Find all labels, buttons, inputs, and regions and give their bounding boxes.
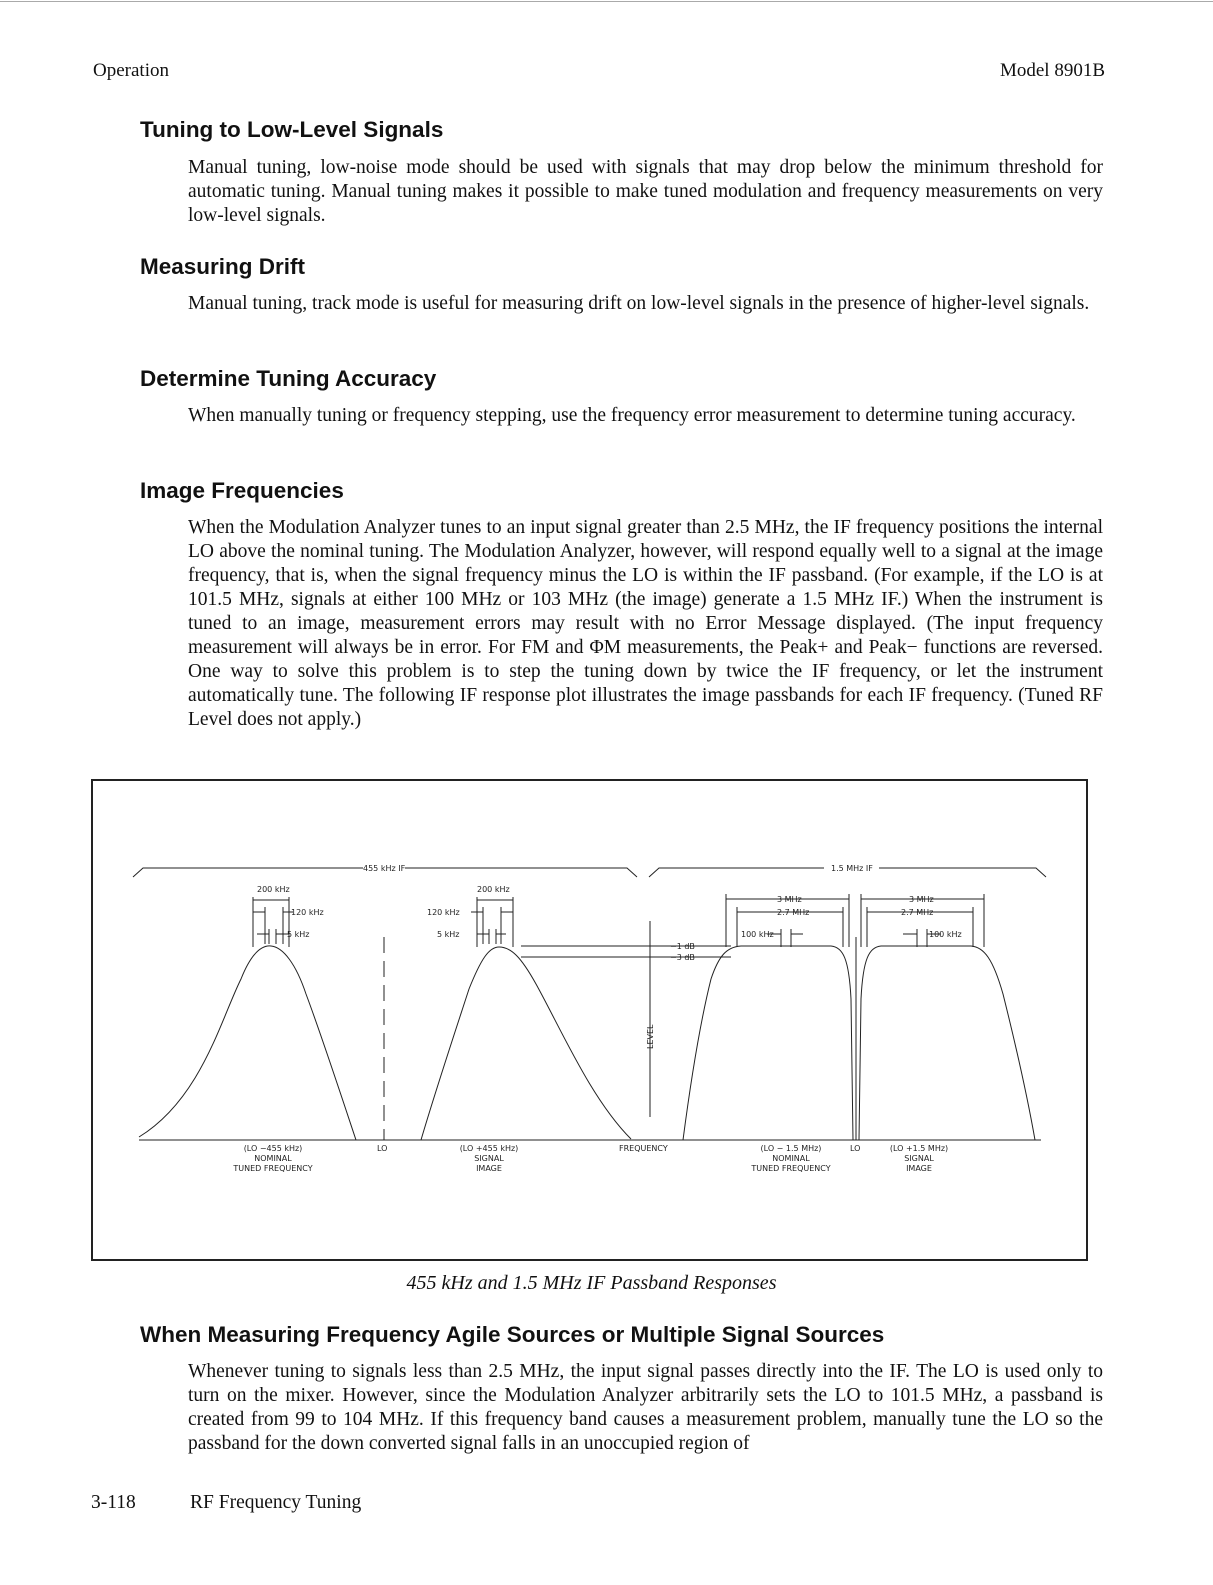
heading-tuning-accuracy: Determine Tuning Accuracy — [140, 366, 437, 391]
paragraph-frequency-agile: Whenever tuning to signals less than 2.5 MHz, the input signal passes directly into the IF. The LO is used only to turn on the mixer. However, since the Modulation Analyzer arbitrarily sets the LO to 101.5 MHz, a passband is created from 99 to 104 MHz. If this frequency band causes a measurement problem, manually tune the LO so the passband for the down converted signal falls in an unoccupied region of — [188, 1361, 1103, 1454]
bracket-455-left — [133, 868, 363, 877]
passband-15-image — [859, 946, 1035, 1140]
label-120khz-b: 120 kHz — [427, 908, 460, 917]
if-passband-figure — [91, 779, 1088, 1261]
paragraph-image-frequencies: When the Modulation Analyzer tunes to an input signal greater than 2.5 MHz, the IF frequency positions the internal LO above the nominal tuning. The Modulation Analyzer, however, will respond equally well to a signal at the image frequency, that is, when the signal frequency minus the LO is within the IF passband. (For example, if the LO is at 101.5 MHz, signals at either 100 MHz or 103 MHz (the image) generate a 1.5 MHz IF.) When the instrument is tuned to an image, measurement errors may result with no Error Message displayed. (The input frequency measurement will always be in error. For FM and ΦM measurements, the Peak+ and Peak− functions are reversed. One way to solve this problem is to step the tuning down by twice the IF frequency, or let the instrument automatically tune. The following IF response plot illustrates the image passbands for each IF frequency. (Tuned RF Level does not apply.) — [188, 517, 1103, 730]
label-frequency-axis: FREQUENCY — [619, 1144, 668, 1153]
heading-image-frequencies: Image Frequencies — [140, 478, 344, 503]
passband-455-nominal — [139, 946, 356, 1140]
label-3mhz-b: 3 MHz — [909, 895, 934, 904]
running-header-right: Model 8901B — [999, 60, 1105, 81]
label-bottom-3b: NOMINAL — [772, 1154, 810, 1163]
heading-measuring-drift: Measuring Drift — [140, 254, 306, 279]
passband-15-nominal — [683, 946, 853, 1140]
label-bottom-4c: IMAGE — [906, 1164, 932, 1173]
label-bottom-4b: SIGNAL — [904, 1154, 934, 1163]
bracket-455-right — [405, 868, 637, 877]
page-top-rule — [0, 1, 1213, 2]
label-bottom-3c: TUNED FREQUENCY — [751, 1164, 831, 1173]
label-200khz-b: 200 kHz — [477, 885, 510, 894]
label-lo-b: LO — [850, 1144, 861, 1153]
bracket-15-right — [879, 868, 1046, 877]
label-5khz-a: 5 kHz — [287, 930, 310, 939]
label-3mhz-a: 3 MHz — [777, 895, 802, 904]
label-bottom-1b: NOMINAL — [254, 1154, 292, 1163]
label-bottom-1a: (LO −455 kHz) — [243, 1144, 303, 1153]
passband-455-image — [421, 947, 631, 1140]
label-minus-3db: −3 dB — [670, 953, 695, 962]
running-header-left: Operation — [93, 60, 169, 81]
label-bottom-1c: TUNED FREQUENCY — [233, 1164, 313, 1173]
paragraph-tuning-accuracy: When manually tuning or frequency stepping, use the frequency error measurement to determine tuning accuracy. — [188, 405, 1076, 426]
label-minus-1db: −1 dB — [670, 942, 695, 951]
label-5khz-b: 5 kHz — [437, 930, 460, 939]
label-200khz-a: 200 kHz — [257, 885, 290, 894]
label-15-mhz-if: 1.5 MHz IF — [831, 864, 873, 873]
footer-section-title: RF Frequency Tuning — [190, 1492, 362, 1513]
paragraph-measuring-drift: Manual tuning, track mode is useful for measuring drift on low-level signals in the presence of higher-level signals. — [188, 293, 1090, 314]
label-bottom-3a: (LO − 1.5 MHz) — [760, 1144, 822, 1153]
label-27mhz-a: 2.7 MHz — [777, 908, 810, 917]
label-100khz-a: 100 kHz — [741, 930, 774, 939]
label-455-khz-if: 455 kHz IF — [363, 864, 406, 873]
label-bottom-2c: IMAGE — [476, 1164, 502, 1173]
label-bottom-2a: (LO +455 kHz) — [459, 1144, 519, 1153]
label-100khz-b: 100 kHz — [929, 930, 962, 939]
label-level-axis: LEVEL — [646, 1024, 655, 1049]
heading-frequency-agile: When Measuring Frequency Agile Sources or Multiple Signal Sources — [140, 1322, 885, 1347]
label-bottom-4a: (LO +1.5 MHz) — [889, 1144, 949, 1153]
paragraph-tuning-low-level: Manual tuning, low-noise mode should be used with signals that may drop below the minimum threshold for automatic tuning. Manual tuning makes it possible to make tuned modulation and frequency measurements on very low-level signals. — [188, 157, 1103, 226]
label-lo-a: LO — [377, 1144, 388, 1153]
label-120khz-a: 120 kHz — [291, 908, 324, 917]
bracket-15-left — [649, 868, 824, 877]
figure-caption: 455 kHz and 1.5 MHz IF Passband Responses — [406, 1272, 777, 1294]
heading-tuning-low-level: Tuning to Low-Level Signals — [140, 117, 444, 142]
footer-page-number: 3-118 — [91, 1492, 136, 1513]
label-bottom-2b: SIGNAL — [474, 1154, 504, 1163]
label-27mhz-b: 2.7 MHz — [901, 908, 934, 917]
